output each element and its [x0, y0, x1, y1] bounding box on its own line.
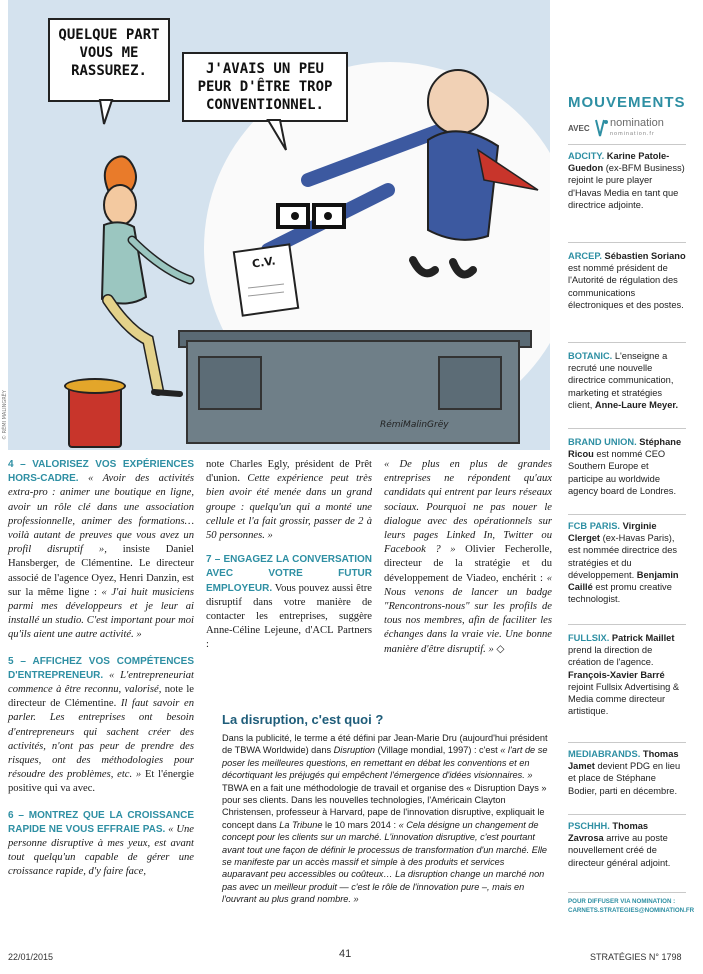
section-6: 6 – MONTREZ QUE LA CROISSANCE RAPIDE NE VOUS EFFRAIE PAS. « Une personne disruptive à mes yeux, est avant tout quelqu'un capable de gérer une croissance rapide, d'y faire face, — [8, 809, 194, 878]
bubble-tail-left — [100, 100, 112, 124]
section-4-heading: 4 – VALORISEZ VOS EXPÉRIENCES HORS-CADRE. — [8, 459, 194, 485]
sidebar-entry: MEDIABRANDS. Thomas Jamet devient PDG en lieu et place de Stéphane Bodier, parti en décembre. — [568, 749, 681, 796]
section-6-heading: 6 – MONTREZ QUE LA CROISSANCE RAPIDE NE VOUS EFFRAIE PAS. — [8, 809, 194, 835]
man-head — [104, 185, 136, 225]
section-7-continued: « De plus en plus de grandes entreprises ne répondent qu'aux candidats qui entrent par leurs réseaux sociaux. Pourquoi ne pas nouer le dialogue avec des opérationnels sur leurs pages Linked In, Twitter ou Facebook ? » Olivier Fecherolle, directeur de la stratégie et du développement de Viadeo, enchérit : « Nous venons de lancer un badge "Rencontrons-nous" sur les profils de tous nos membres, afin de faciliter les échanges dans la vraie vie. Une bonne manière d'être disruptif. » ◇ — [384, 459, 552, 655]
sidebar-title: MOUVEMENTS — [568, 94, 686, 111]
section-7-heading: 7 – ENGAGEZ LA CONVERSATION AVEC VOTRE FUTUR EMPLOYEUR. — [206, 554, 372, 594]
sidebar-divider — [568, 342, 686, 343]
flying-man-shoes — [413, 260, 473, 275]
sidebar-entry: FCB PARIS. Virginie Clerget (ex-Havas Paris), est nommée directrice des stratégies et du développement. Benjamin Caillé est promu creative technologist. — [568, 521, 679, 605]
sidebar-divider — [568, 514, 686, 515]
section-4: 4 – VALORISEZ VOS EXPÉRIENCES HORS-CADRE. « Avoir des activités extra-pro : animer une boutique en ligne, avoir un rôle clé dans une association professionnelle, animer des formations… voilà autant de preuves que vous avez un profil disruptif », insiste Daniel Hansberger, de Clémentine. Le directeur associé de l'agence Oyez, Henri Danzin, est sur la même ligne : « J'ai huit musiciens parmi mes développeurs et je leur ai installé un studio. C'est important pour moi qu'ils aient une autre activité. » — [8, 459, 194, 641]
flying-man-suit — [428, 131, 498, 240]
sidebar-divider — [568, 428, 686, 429]
sidebar-divider — [568, 144, 686, 145]
sidebar-entry: BOTANIC. L'enseigne a recruté une nouvelle directrice communication, marketing et stratégies client, Anne-Laure Meyer. — [568, 351, 679, 410]
flying-man-head — [428, 70, 488, 134]
bubble-tail-right — [268, 120, 286, 150]
desk-drawer — [198, 356, 262, 410]
man-shoe — [154, 392, 180, 394]
sidebar-entry: ADCITY. Karine Patole-Guedon (ex-BFM Business) rejoint le pure player d'Havas Media en tant que directrice adjointe. — [568, 151, 685, 210]
sidebar-divider — [568, 814, 686, 815]
section-6-continued: note Charles Egly, président de Prêt d'union. Cette expérience peut très bien avoir été menée dans un grand groupe : quelqu'un qui a monté une cellule et l'a fait grossir, passer de 2 à 50 personnes. » — [206, 459, 372, 542]
photo-credit: © RÉMI MALINGRËY — [2, 390, 8, 440]
end-mark: ◇ — [493, 643, 505, 655]
cv-label: C.V. — [251, 254, 277, 271]
article-column-2 — [206, 458, 372, 653]
page-number: 41 — [339, 948, 352, 960]
article-column-3 — [384, 458, 552, 657]
sidebar-entry: PSCHHH. Thomas Zavrosa arrive au poste nouvellement créé de directeur général adjoint. — [568, 821, 671, 868]
speech-bubble-right: J'AVAIS UN PEU PEUR D'ÊTRE TROP CONVENTIONNEL. — [182, 52, 348, 122]
nomination-logo-word: nomination — [610, 117, 664, 129]
sidebar-entry: FULLSIX. Patrick Maillet prend la direction de création de l'agence. François-Xavier Barré rejoint Fullsix Advertising & Media comme directeur artistique. — [568, 633, 680, 717]
section-5-heading: 5 – AFFICHEZ VOS COMPÉTENCES D'ENTREPRENEUR. — [8, 655, 194, 681]
nomination-logo-url: nomination.fr — [610, 131, 655, 137]
box-text: Dans la publicité, le terme a été défini par Jean-Marie Dru (aujourd'hui président de TBWA Worldwide) dans Disruption (Village mondial, 1997) : c'est « l'art de se poser les meilleures questions, en remettant en débat les conventions et en décortiquant les préjugés qui empêchent l'émergence d'idées visionnaires. » TBWA en a fait une méthodologie de travail et organise des « Disruption Days » pour ses clients. Dans les nouvelles technologies, l'Américain Clayton Christensen, professeur à Harvard, pape de l'innovation disruptive, expliquait le concept dans La Tribune le 10 mars 2014 : « Cela désigne un changement de concept pour les clients sur un marché. L'innovation disruptive, c'est pourtant avant tout une façon de définir le processus de transformation d'un marché. Elle se manifeste par un accès massif et simple à des produits et services auparavant peu accessibles ou coûteux… La disruption change un marché non pas avec un meilleur produit — c'est le rôle de l'innovation pure –, mais en l'ouvrant au plus grand nombre. » — [222, 733, 548, 905]
speech-bubble-left: QUELQUE PART VOUS ME RASSUREZ. — [48, 18, 170, 102]
sidebar-divider — [568, 242, 686, 243]
footer-magazine: STRATÉGIES N° 1798 — [590, 952, 682, 962]
sidebar-contact: POUR DIFFUSER VIA NOMINATION : CARNETS.STRATEGIES@NOMINATION.FR — [568, 898, 695, 914]
cartoon-illustration — [8, 0, 550, 450]
footer-date: 22/01/2015 — [8, 952, 54, 962]
sidebar-avec: AVEC — [568, 124, 590, 133]
desk-drawer — [438, 356, 502, 410]
sidebar-divider — [568, 892, 686, 893]
sidebar-entry: BRAND UNION. Stéphane Ricou est nommé CEO Southern Europe et participe au worldwide agency board de Londres. — [568, 437, 682, 496]
stool-top — [64, 378, 126, 394]
man-shirt — [102, 222, 146, 303]
artist-signature: RémiMalinGrëy — [380, 420, 449, 430]
sidebar-entry: ARCEP. Sébastien Soriano est nommé président de l'Autorité de régulation des communications électroniques et des postes. — [568, 251, 686, 310]
section-5: 5 – AFFICHEZ VOS COMPÉTENCES D'ENTREPRENEUR. « L'entrepreneuriat commence à être reconnu, valorisé, note le directeur de Clémentine. Il faut savoir en parler. Les entreprises ont besoin d'entrepreneurs qui sachent créer des activités, n'ont pas peur de prendre des risques, ont des méthodologies pour résoudre des problèmes, etc. » Et l'énergie positive qui va avec. — [8, 655, 195, 795]
sidebar-divider — [568, 624, 686, 625]
article-column-1 — [8, 458, 194, 880]
section-7: 7 – ENGAGEZ LA CONVERSATION AVEC VOTRE FUTUR EMPLOYEUR. Vous pouvez aussi être disruptif dans votre manière de contacter les entreprises, suggère Anne-Céline Lejeune, d'ACL Partners : — [206, 554, 372, 651]
box-title: La disruption, c'est quoi ? — [222, 712, 384, 727]
sidebar-divider — [568, 742, 686, 743]
